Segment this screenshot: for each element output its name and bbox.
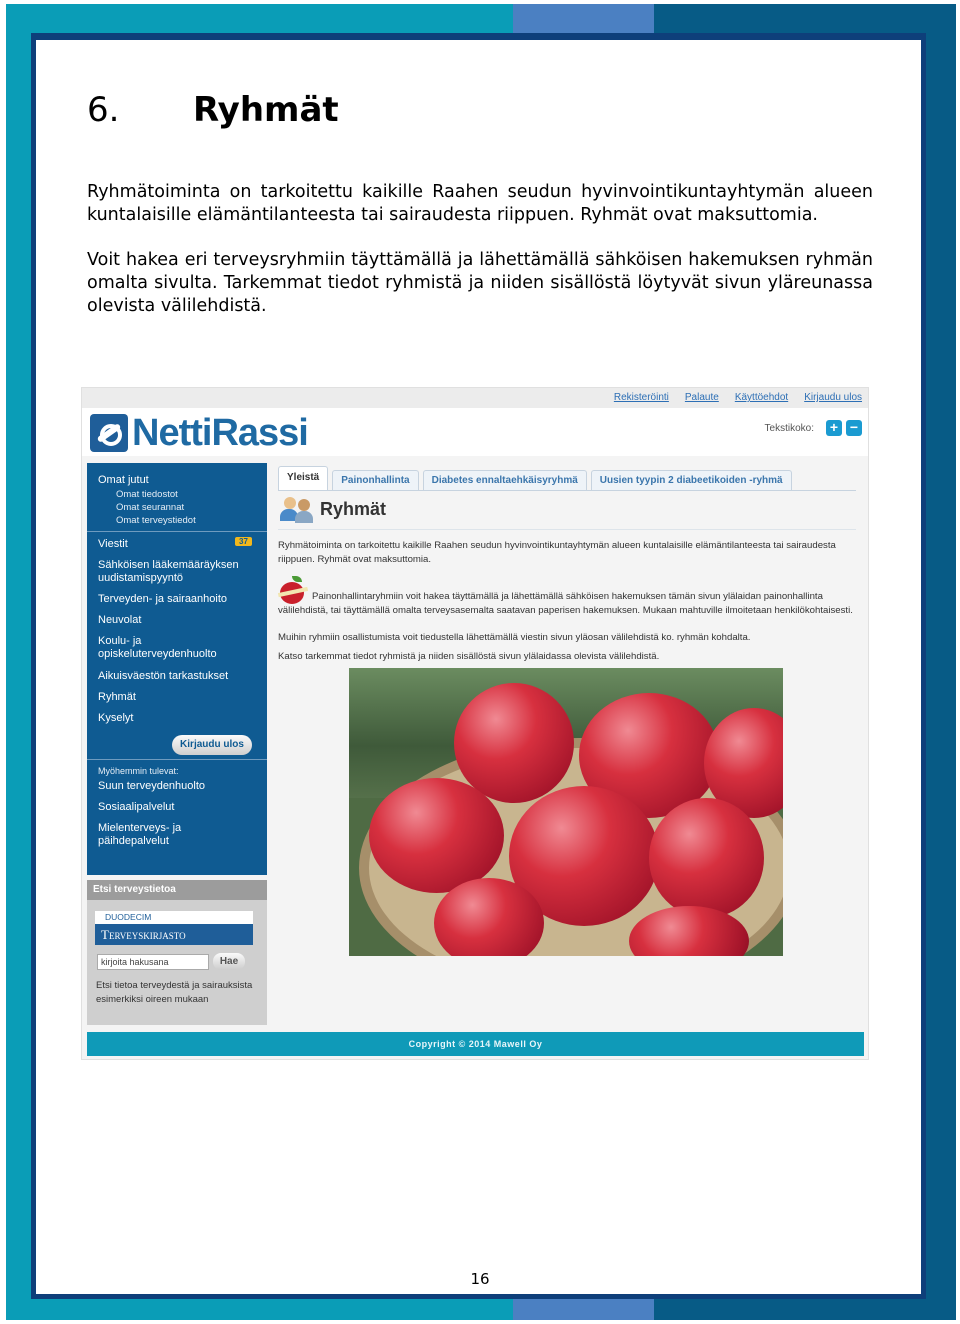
main-page-title xyxy=(280,495,386,523)
title-divider xyxy=(278,529,856,530)
tab-weight-control[interactable]: Painonhallinta xyxy=(332,470,418,490)
messages-count-badge: 37 xyxy=(235,537,252,546)
text-size-control xyxy=(765,420,862,436)
terveyskirjasto-logo xyxy=(95,911,253,945)
later-services-label: Myöhemmin tulevat: xyxy=(98,766,179,776)
sidebar-divider xyxy=(87,759,267,760)
sidebar-item-health-care[interactable]: Terveyden- ja sairaanhoito xyxy=(98,593,228,605)
duodecim-label: DUODECIM xyxy=(105,912,152,922)
sidebar-item-adult-checkups[interactable]: Aikuisväestön tarkastukset xyxy=(98,670,229,682)
main-paragraph-weight: Painonhallintaryhmiin voit hakea täyttämällä ja lähettämällä sähköisen hakemuksen tämän sivun ylälaidan painonhallinta välilehdistä, tai täyttämällä omalta terveysasemalta saatavan paperisen hakemuksen. Mukaan mahtuville ilmoitetaan henkilökohtaisesti. xyxy=(278,591,853,616)
search-heading: Etsi terveystietoa xyxy=(87,880,267,900)
site-logo[interactable] xyxy=(90,412,308,454)
sidebar-item-own-stuff[interactable]: Omat jutut xyxy=(98,474,149,486)
top-links xyxy=(598,392,862,403)
tab-new-type2-diabetics[interactable]: Uusien tyypin 2 diabeetikoiden -ryhmä xyxy=(591,470,792,490)
search-button[interactable]: Hae xyxy=(213,953,245,970)
sidebar-item-surveys[interactable]: Kyselyt xyxy=(98,712,134,724)
sidebar-logout-button[interactable]: Kirjaudu ulos xyxy=(172,735,252,755)
website-screenshot xyxy=(81,387,869,1060)
group-people-icon xyxy=(280,495,316,523)
later-item-social: Sosiaalipalvelut xyxy=(98,801,175,813)
sidebar-item-prescription[interactable]: Sähköisen lääkemääräyksen uudistamispyyntö xyxy=(98,559,239,584)
intro-paragraph: Ryhmätoiminta on tarkoitettu kaikille Raahen seudun hyvinvointikuntayhtymän alueen kuntalaisille elämäntilanteesta tai sairaudesta riippuen. Ryhmät ovat maksuttomia. xyxy=(87,182,873,225)
heading-number: 6. xyxy=(87,90,120,130)
logo-text: NettiRassi xyxy=(132,411,308,454)
main-title-text: Ryhmät xyxy=(320,498,387,519)
main-paragraph-intro: Ryhmätoiminta on tarkoitettu kaikille Raahen seudun hyvinvointikuntayhtymän alueen kuntalaisille elämäntilanteesta tai sairaudesta riippuen. Ryhmät ovat maksuttomia. xyxy=(278,540,836,565)
main-paragraph-other-groups: Muihin ryhmiin osallistumista voit tiedustella lähettämällä viestin sivun yläosan välilehdistä ko. ryhmän kohdalta. xyxy=(278,632,751,643)
search-description: Etsi tietoa terveydestä ja sairauksista esimerkiksi oireen mukaan xyxy=(96,980,253,1005)
tab-general[interactable]: Yleistä xyxy=(278,466,328,490)
group-tabs xyxy=(278,470,796,490)
sidebar-divider xyxy=(87,531,267,532)
sidebar-item-school-health[interactable]: Koulu- ja opiskeluterveydenhuolto xyxy=(98,635,217,660)
health-search-panel xyxy=(87,880,267,1025)
sidebar-subitem-files[interactable]: Omat tiedostot xyxy=(116,489,178,500)
tab-diabetes-prevention[interactable]: Diabetes ennaltaehkäisyryhmä xyxy=(423,470,587,490)
tab-underline xyxy=(278,490,856,491)
section-heading xyxy=(87,90,339,130)
text-size-increase-button[interactable]: + xyxy=(826,420,842,436)
feedback-link[interactable]: Palaute xyxy=(684,392,719,403)
sidebar-item-clinics[interactable]: Neuvolat xyxy=(98,614,142,626)
register-link[interactable]: Rekisteröinti xyxy=(613,392,669,403)
sidebar-item-groups[interactable]: Ryhmät xyxy=(98,691,136,703)
later-item-dental: Suun terveydenhuolto xyxy=(98,780,206,792)
search-input[interactable]: kirjoita hakusana xyxy=(97,954,209,970)
frame-right-band xyxy=(926,4,956,1320)
site-footer: Copyright © 2014 Mawell Oy xyxy=(87,1032,864,1056)
text-size-decrease-button[interactable]: − xyxy=(846,420,862,436)
sidebar-nav xyxy=(87,463,267,875)
logout-link[interactable]: Kirjaudu ulos xyxy=(804,392,862,403)
instructions-paragraph: Voit hakea eri terveysryhmiin täyttämällä ja lähettämällä sähköisen hakemuksen ryhmän omalta sivulta. Tarkemmat tiedot ryhmistä ja niiden sisällöstä löytyvät sivun yläreunassa olevista välilehdistä. xyxy=(87,250,873,316)
apples-basket-photo xyxy=(349,668,783,956)
sidebar-subitem-health-info[interactable]: Omat terveystiedot xyxy=(116,515,196,526)
terms-link[interactable]: Käyttöehdot xyxy=(734,392,789,403)
sidebar-item-messages[interactable]: Viestit xyxy=(98,538,128,550)
site-topbar xyxy=(82,388,869,408)
frame-left-band xyxy=(6,4,31,1320)
later-item-mental-health: Mielenterveys- ja päihdepalvelut xyxy=(98,822,182,847)
page-number: 16 xyxy=(470,1270,490,1288)
site-header xyxy=(82,408,869,456)
text-size-label: Tekstikoko: xyxy=(764,422,814,434)
heading-title: Ryhmät xyxy=(193,90,339,130)
logo-icon xyxy=(90,414,128,452)
terveyskirjasto-label: Terveyskirjasto xyxy=(95,924,253,945)
main-paragraph-details: Katso tarkemmat tiedot ryhmistä ja niiden sisällöstä sivun ylälaidassa olevista välilehdistä. xyxy=(278,651,660,662)
sidebar-subitem-tracking[interactable]: Omat seurannat xyxy=(116,502,185,513)
